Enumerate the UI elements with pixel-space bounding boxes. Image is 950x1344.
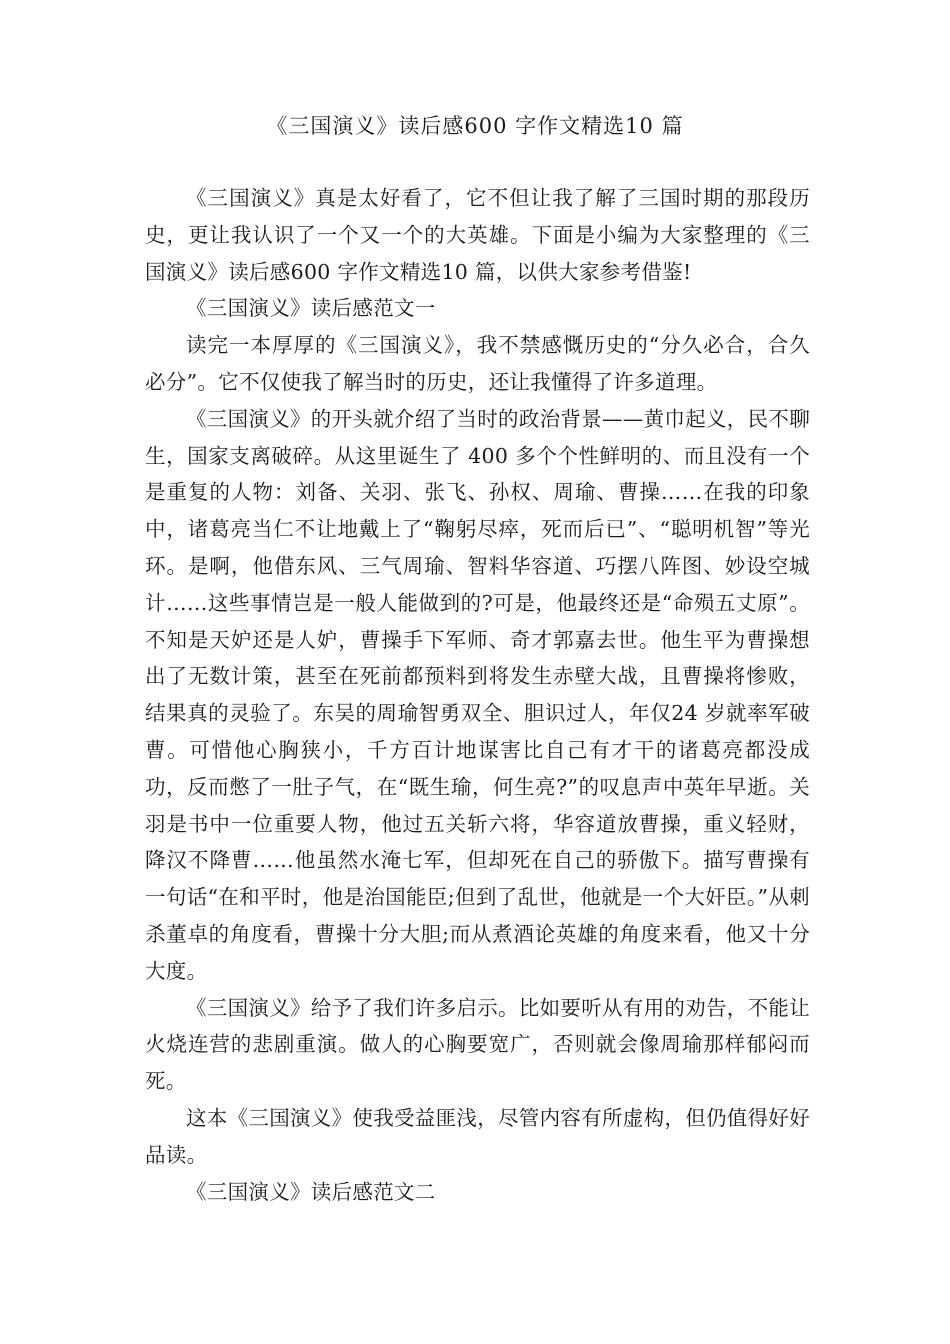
body-paragraph: 这本《三国演义》使我受益匪浅，尽管内容有所虚构，但仍值得好好品读。	[145, 1105, 810, 1167]
section-heading-2: 《三国演义》读后感范文二	[186, 1179, 436, 1204]
body-paragraph: 《三国演义》的开头就介绍了当时的政治背景——黄巾起义，民不聊生，国家支离破碎。从这里诞生了 400 多个个性鲜明的、而且没有一个是重复的人物：刘备、关羽、张飞、孙权、周瑜、曹操……在我的印象中，诸葛亮当仁不让地戴上了“鞠躬尽瘁，死而后已”、“聪明机智”等光环。是啊，他借东风、三气周瑜、智料华容道、巧摆八阵图、妙设空城计……这些事情岂是一般人能做到的?可是，他最终还是“命殒五丈原”。不知是天妒还是人妒，曹操手下军师、奇才郭嘉去世。他生平为曹操想出了无数计策，甚至在死前都预料到将发生赤壁大战，且曹操将惨败，结果真的灵验了。东吴的周瑜智勇双全、胆识过人，年仅24 岁就率军破曹。可惜他心胸狭小，千方百计地谋害比自己有才干的诸葛亮都没成功，反而憋了一肚子气，在“既生瑜，何生亮?”的叹息声中英年早逝。关羽是书中一位重要人物，他过五关斩六将，华容道放曹操，重义轻财，降汉不降曹……他虽然水淹七军，但却死在自己的骄傲下。描写曹操有一句话“在和平时，他是治国能臣;但到了乱世，他就是一个大奸臣。”从刺杀董卓的角度看，曹操十分大胆;而从煮酒论英雄的角度来看，他又十分大度。	[145, 406, 810, 983]
body-paragraph: 读完一本厚厚的《三国演义》，我不禁感慨历史的“分久必合，合久必分”。它不仅使我了解当时的历史，还让我懂得了许多道理。	[145, 333, 810, 394]
section-heading-1: 《三国演义》读后感范文一	[186, 296, 436, 321]
document-title: 《三国演义》读后感600 字作文精选10 篇	[266, 114, 684, 138]
body-paragraph: 《三国演义》给予了我们许多启示。比如要听从有用的劝告，不能让火烧连营的悲剧重演。做人的心胸要宽广，否则就会像周瑜那样郁闷而死。	[145, 995, 810, 1094]
intro-paragraph: 《三国演义》真是太好看了，它不但让我了解了三国时期的那段历史，更让我认识了一个又一个的大英雄。下面是小编为大家整理的《三国演义》读后感600 字作文精选10 篇，以供大家参考借鉴!	[145, 186, 810, 284]
document-body	[145, 180, 810, 1210]
